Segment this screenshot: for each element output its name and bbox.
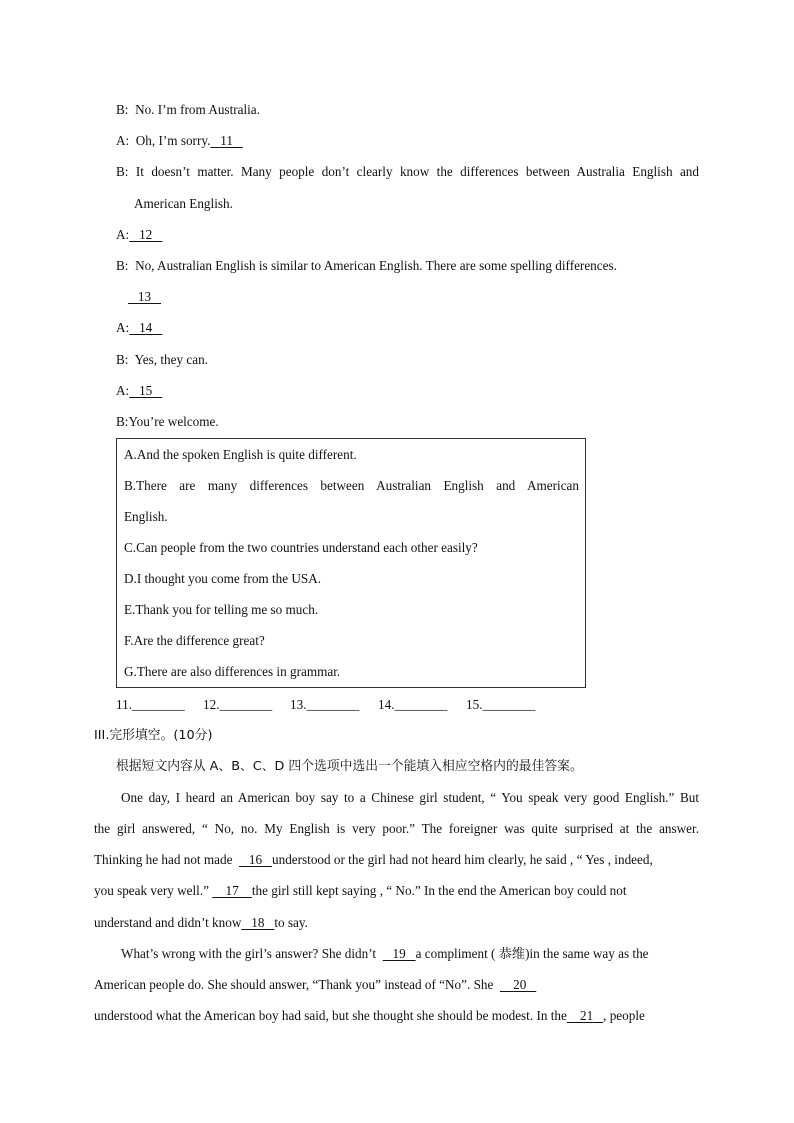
passage-p1-line5: understand and didn’t know 18 to say. bbox=[94, 915, 308, 930]
passage-p2-line1: What’s wrong with the girl’s answer? She didn’t 19 a compliment ( 恭维)in the same way as the bbox=[121, 946, 649, 961]
dialogue-line-5 bbox=[116, 257, 617, 275]
line-text: It doesn’t matter. Many people don’t clearly know the differences between Australia English and bbox=[135, 164, 699, 179]
speaker: A: bbox=[116, 133, 130, 148]
dialogue-line-3 bbox=[116, 163, 699, 181]
option-b: B.There are many differences between Australian English and American bbox=[124, 478, 579, 493]
options-box bbox=[116, 438, 586, 688]
speaker: A: bbox=[116, 320, 130, 335]
answer-slot-14[interactable]: 14.________ bbox=[378, 697, 448, 712]
blank-21: 21 bbox=[580, 1008, 594, 1023]
option-b-cont: English. bbox=[124, 509, 168, 524]
passage-p2-line2: American people do. She should answer, “Thank you” instead of “No”. She 20 bbox=[94, 976, 536, 994]
option-f: F.Are the difference great? bbox=[124, 633, 265, 648]
dialogue-line-1 bbox=[116, 101, 260, 119]
speaker: A: bbox=[116, 383, 130, 398]
speaker: B: bbox=[116, 164, 129, 179]
option-c: C.Can people from the two countries understand each other easily? bbox=[124, 540, 478, 555]
blank-20: 20 bbox=[513, 977, 527, 992]
blank-18: 18 bbox=[251, 915, 265, 930]
answer-slot-15[interactable]: 15.________ bbox=[466, 697, 536, 712]
blank-13: 13 bbox=[137, 289, 152, 304]
section-instruction: 根据短文内容从 A、B、C、D 四个选项中选出一个能填入相应空格内的最佳答案。 bbox=[116, 759, 583, 774]
passage-p1-line4: you speak very well.” 17 the girl still kept saying , “ No.” In the end the American boy could not bbox=[94, 883, 627, 898]
passage-p1-line1: One day, I heard an American boy say to a Chinese girl student, “ You speak very good English.” But bbox=[121, 790, 699, 805]
blank-14: 14 bbox=[139, 320, 153, 335]
passage-p1-line3: Thinking he had not made 16 understood or the girl had not heard him clearly, he said , “ Yes , indeed, bbox=[94, 852, 653, 867]
dialogue-line-2 bbox=[116, 132, 243, 150]
passage-p1-line2: the girl answered, “ No, no. My English is very poor.” The foreigner was quite surprised at the answer. bbox=[94, 821, 699, 836]
section-title: III.完形填空。(10分) bbox=[94, 728, 213, 743]
option-e: E.Thank you for telling me so much. bbox=[124, 602, 319, 617]
blank-17: 17 bbox=[225, 883, 239, 898]
passage-p2-line3: understood what the American boy had said, but she thought she should be modest. In the 21 , people bbox=[94, 1008, 645, 1023]
speaker: B: bbox=[116, 352, 129, 367]
dialogue-line-3-cont bbox=[134, 195, 233, 213]
blank-12: 12 bbox=[139, 227, 153, 242]
line-text: No, Australian English is similar to American English. There are some spelling differences. bbox=[135, 258, 617, 273]
speaker: B: bbox=[116, 102, 129, 117]
dialogue-line-7 bbox=[116, 351, 208, 369]
option-g: G.There are also differences in grammar. bbox=[124, 664, 341, 679]
dialogue-line-4 bbox=[116, 226, 162, 244]
blank-19: 19 bbox=[392, 946, 406, 961]
blank-11: 11 bbox=[220, 133, 233, 148]
speaker: B: bbox=[116, 258, 129, 273]
dialogue-line-5-blank bbox=[128, 288, 161, 306]
dialogue-line-9 bbox=[116, 413, 219, 431]
line-text: Yes, they can. bbox=[134, 352, 208, 367]
answer-slots bbox=[116, 696, 546, 714]
line-text: No. I’m from Australia. bbox=[135, 102, 260, 117]
answer-slot-11[interactable]: 11.________ bbox=[116, 697, 185, 712]
dialogue-line-8 bbox=[116, 382, 162, 400]
blank-16: 16 bbox=[248, 852, 263, 867]
answer-slot-12[interactable]: 12.________ bbox=[203, 697, 273, 712]
speaker: B: bbox=[116, 414, 129, 429]
option-a: A.And the spoken English is quite different. bbox=[124, 447, 357, 462]
dialogue-line-6 bbox=[116, 319, 162, 337]
line-text: Oh, I’m sorry. bbox=[135, 133, 211, 148]
option-d: D.I thought you come from the USA. bbox=[124, 571, 322, 586]
line-text: American English. bbox=[134, 196, 233, 211]
blank-15: 15 bbox=[139, 383, 153, 398]
answer-slot-13[interactable]: 13.________ bbox=[290, 697, 360, 712]
line-text: You’re welcome. bbox=[128, 414, 219, 429]
speaker: A: bbox=[116, 227, 130, 242]
